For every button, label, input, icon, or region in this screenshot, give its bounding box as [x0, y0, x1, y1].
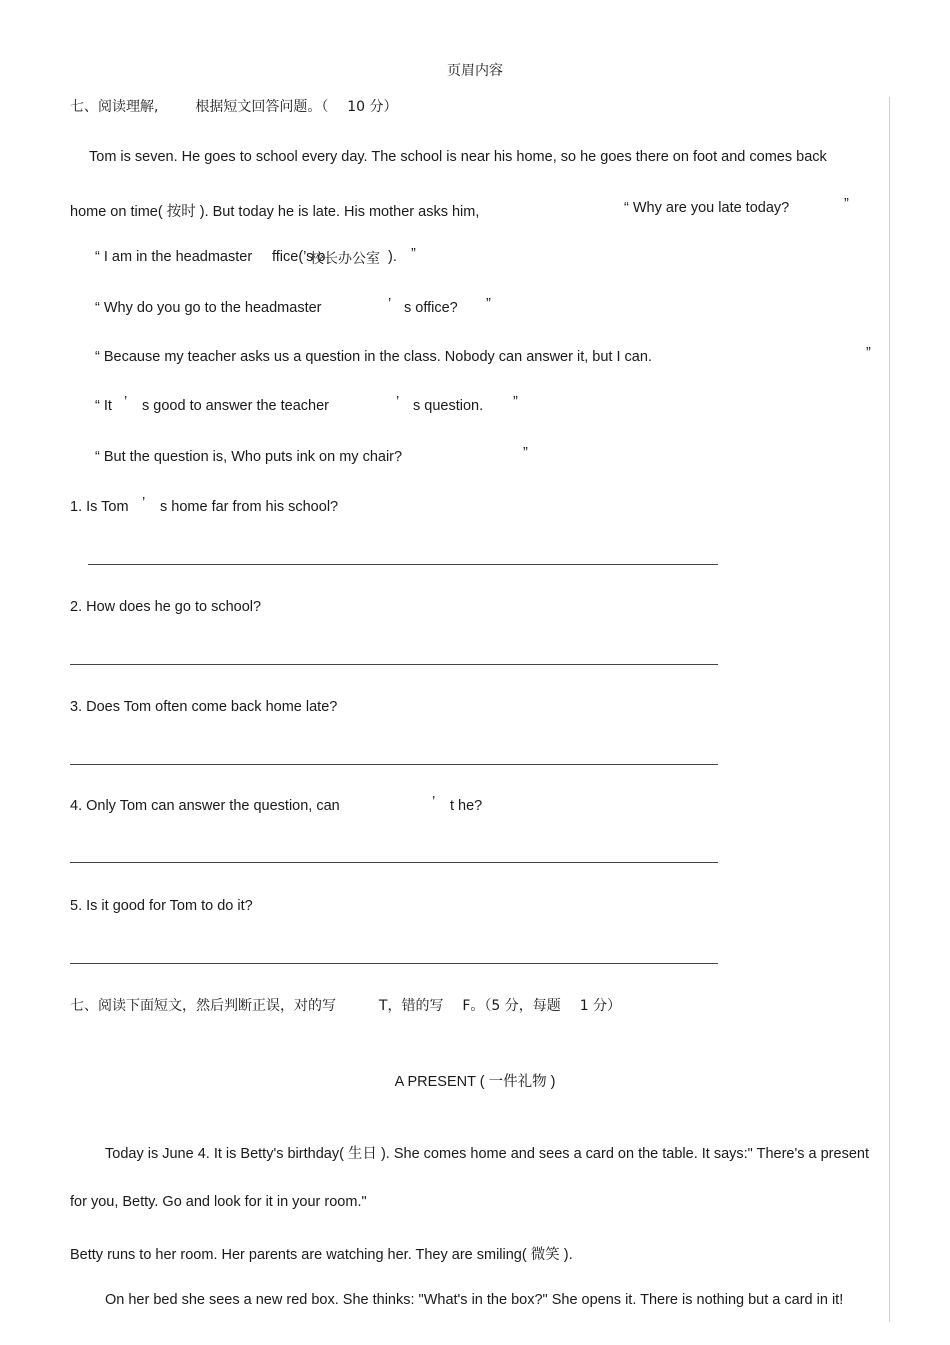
answer-line-4[interactable]: [70, 862, 718, 863]
quote-mark: ”: [486, 296, 491, 312]
page-margin-line: [889, 97, 890, 1322]
answer-line-3[interactable]: [70, 764, 718, 765]
question-3: 3. Does Tom often come back home late?: [70, 699, 338, 715]
dialogue-4: “ It: [95, 398, 112, 414]
apostrophe: ’: [432, 794, 436, 810]
answer-line-2[interactable]: [70, 664, 718, 665]
apostrophe: ’: [388, 296, 392, 312]
answer-line-1[interactable]: [88, 564, 718, 565]
dialogue-4-mid: s good to answer the teacher: [142, 398, 330, 414]
dialogue-1-office: ffice(’s o: [272, 249, 326, 265]
apostrophe: ’: [124, 394, 128, 410]
question-4-end: t he?: [450, 798, 483, 814]
question-5: 5. Is it good for Tom to do it?: [70, 898, 253, 914]
quote-mark: ”: [866, 345, 871, 361]
question-1: 1. Is Tom: [70, 499, 129, 515]
section1-heading-points: 10 分）: [347, 99, 398, 115]
section2-heading-part: T，错的写: [378, 998, 444, 1014]
section2-heading-part: 七、阅读下面短文，然后判断正误，对的写: [70, 998, 336, 1014]
question-4: 4. Only Tom can answer the question, can: [70, 798, 340, 814]
passage-paragraph-1: Today is June 4. It is Betty's birthday( 生日 ). She comes home and sees a card on the table. It says:" There's a present: [105, 1146, 869, 1162]
story-line-2: home on time( 按时 ). But today he is late. His mother asks him,: [70, 204, 480, 220]
dialogue-3: “ Because my teacher asks us a question in the class. Nobody can answer it, but I can.: [95, 349, 652, 365]
apostrophe: ’: [396, 394, 400, 410]
dialogue-4-end: s question.: [413, 398, 484, 414]
passage-paragraph-2: Betty runs to her room. Her parents are watching her. They are smiling( 微笑 ).: [70, 1247, 573, 1263]
dialogue-5: “ But the question is, Who puts ink on my chair?: [95, 449, 403, 465]
dialogue-2: “ Why do you go to the headmaster: [95, 300, 322, 316]
quote-mark: ”: [844, 196, 849, 212]
question-2: 2. How does he go to school?: [70, 599, 262, 615]
quote-mark: ”: [411, 246, 416, 262]
answer-line-5[interactable]: [70, 963, 718, 964]
passage-paragraph-1-cont: for you, Betty. Go and look for it in your room.": [70, 1194, 367, 1210]
section2-heading: [70, 995, 621, 1015]
dialogue-1-end: ).: [388, 249, 397, 265]
section2-heading-part: 1 分）: [579, 998, 622, 1014]
section1-heading: [70, 96, 398, 116]
section1-heading-part: 根据短文回答问题。（: [195, 99, 329, 115]
quote-mark: ”: [513, 394, 518, 410]
dialogue-1: “ I am in the headmaster: [95, 249, 253, 265]
section1-heading-part: 七、阅读理解,: [70, 99, 159, 115]
story-line-1: Tom is seven. He goes to school every day. The school is near his home, so he goes there on foot and comes back: [89, 149, 827, 165]
story-mother-question: “ Why are you late today?: [624, 200, 790, 216]
dialogue-1-gloss: 校长办公室: [310, 251, 380, 267]
passage-title: A PRESENT ( 一件礼物 ): [394, 1074, 556, 1090]
question-1-end: s home far from his school?: [160, 499, 339, 515]
quote-mark: ”: [523, 445, 528, 461]
page-header: 页眉内容: [447, 63, 503, 79]
section2-heading-part: F。（5 分，每题: [462, 998, 561, 1014]
passage-paragraph-3: On her bed she sees a new red box. She thinks: "What's in the box?" She opens it. There is nothing but a card in it!: [105, 1292, 844, 1308]
apostrophe: ’: [142, 495, 146, 511]
dialogue-2-end: s office?: [404, 300, 458, 316]
